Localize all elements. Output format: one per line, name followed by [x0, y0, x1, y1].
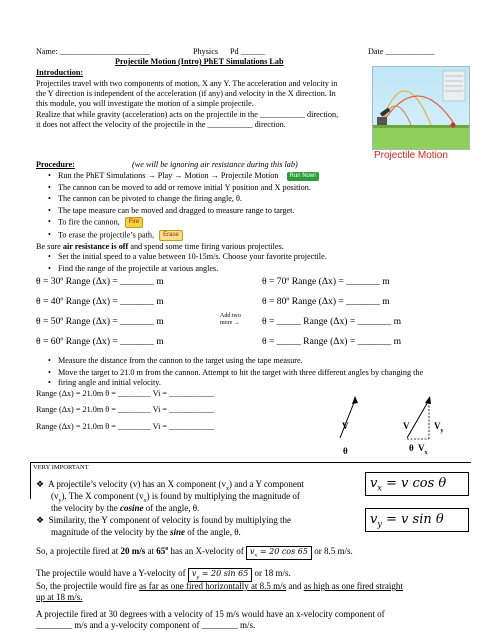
erase-button[interactable]: Erase [159, 230, 183, 241]
vector-theta-label: θ [409, 443, 414, 453]
list-item: • To fire the cannon, Fire [48, 217, 319, 230]
range-row-60: θ = 60º Range (Δx) = _______ m [36, 336, 164, 347]
range-row-custom-1: θ = _____ Range (Δx) = _______ m [262, 316, 402, 327]
list-item: • Move the target to 21.0 m from the cannon. Attempt to hit the target with three different angles by changing the [48, 368, 423, 378]
range-row-custom-2: θ = _____ Range (Δx) = _______ m [262, 336, 402, 347]
important-point-1: ❖ A projectile’s velocity (v) has an X component $(v_x)$ and a Y component [36, 479, 304, 492]
range-row-50: θ = 50º Range (Δx) = _______ m [36, 316, 164, 327]
target-row: Range (Δx) = 21.0m θ = ________ Vi = ___________ [36, 422, 215, 431]
run-now-button[interactable]: Run Now! [287, 172, 319, 181]
list-item: • The tape measure can be moved and dragged to measure range to target. [48, 206, 319, 218]
vy-example-box: $v_y = 20$ sin 65 [188, 568, 252, 582]
target-row: Range (Δx) = 21.0m θ = ________ Vi = ___________ [36, 405, 215, 414]
vy-formula-box: $v_y = v$ sin θ [365, 508, 469, 532]
introduction-heading: Introduction: [36, 68, 84, 77]
very-important-label: VERY IMPORTANT [33, 464, 89, 471]
fire-button[interactable]: Fire [125, 217, 143, 228]
vector-vx-label: $V_x$ [418, 443, 428, 456]
important-point-1-end: the velocity by the cosine of the angle, θ. [51, 503, 200, 513]
important-point-2-end: magnitude of the velocity by the sine of the angle, θ. [51, 527, 241, 537]
final-question-line: ________ m/s and a y-velocity component of ________ m/s. [36, 620, 256, 630]
add-more-note: more → [220, 320, 240, 326]
name-field-label: Name: ______________________ [36, 47, 150, 56]
date-field-label: Date ____________ [368, 47, 435, 56]
list-item: • Find the range of the projectile at various angles. [48, 264, 327, 276]
example-y-velocity: The projectile would have a Y-velocity of $v_y = 20$ sin 65 or 18 m/s. [36, 568, 291, 581]
list-item: • The cannon can be pivoted to change the firing angle, θ. [48, 194, 319, 206]
vector-theta-label: θ [343, 446, 348, 456]
range-row-70: θ = 70º Range (Δx) = _______ m [262, 276, 390, 287]
conclusion-line: So, the projectile would fire as far as one fired horizontally at 8.5 m/s and as high as one fired straight [36, 581, 403, 591]
vector-v-label: V [403, 421, 410, 431]
list-item: • Run the PhET Simulations → Play → Motion → Projectile Motion Run Now! [48, 171, 319, 183]
procedure-heading: Procedure: [36, 160, 75, 169]
setup-steps [48, 252, 327, 275]
vx-example-box: $v_x = 20$ cos 65 [246, 546, 312, 560]
list-item: • Measure the distance from the cannon to the target using the tape measure. [48, 356, 423, 368]
vector-vy-label: $V_y$ [434, 421, 444, 434]
conclusion-line-end: up at 18 m/s. [36, 592, 83, 602]
measure-steps [48, 356, 423, 389]
air-resistance-note: Be sure air resistance is off and spend some time firing various projectiles. [36, 242, 284, 251]
page-title: Projectile Motion (Intro) PhET Simulations Lab [115, 57, 284, 66]
vx-formula-box: $v_x = v$ cos θ [365, 472, 469, 496]
add-two-note: Add two [220, 313, 241, 319]
list-item: • firing angle and initial velocity. [48, 378, 423, 390]
important-point-2: ❖ Similarity, the Y component of velocity is found by multiplying the [36, 515, 292, 526]
vector-v-label: V [342, 421, 349, 431]
final-question-line: A projectile fired at 30 degrees with a velocity of 15 m/s would have an x-velocity component of [36, 609, 385, 619]
list-item: • The cannon can be moved to add or remove initial Y position and X position. [48, 183, 319, 195]
procedure-note: (we will be ignoring air resistance during this lab) [132, 160, 298, 169]
target-row: Range (Δx) = 21.0m θ = ________ Vi = ___________ [36, 389, 215, 398]
vector-diagram [290, 386, 490, 456]
intro-line: Projectiles travel with two components of motion, X any Y. The acceleration and velocity in [36, 79, 338, 88]
range-row-80: θ = 80º Range (Δx) = _______ m [262, 296, 390, 307]
intro-line: it does not affect the velocity of the projectile in the ___________ direction. [36, 120, 286, 129]
simulation-caption: Projectile Motion [374, 150, 448, 161]
example-x-velocity: So, a projectile fired at 20 m/s at 65$^o$ has an X-velocity of $v_x = 20$ cos 65 or 8.5 m/s. [36, 546, 353, 559]
important-point-1-cont: $(v_y)$. The X component $(v_x)$ is found by multiplying the magnitude of [51, 491, 300, 504]
intro-line: this module, you will investigate the motion of a simple projectile. [36, 99, 254, 108]
procedure-steps [48, 171, 319, 242]
list-item: • To erase the projectile’s path, Erase [48, 230, 319, 242]
physics-label: Physics [193, 47, 219, 56]
list-item: • Set the initial speed to a value between 10-15m/s. Choose your favorite projectile. [48, 252, 327, 264]
range-row-40: θ = 40º Range (Δx) = _______ m [36, 296, 164, 307]
period-field-label: Pd ______ [230, 47, 266, 56]
intro-line: the Y direction is independent of the acceleration (if any) and velocity in the X direction. In [36, 89, 336, 98]
simulation-thumbnail [372, 66, 470, 150]
intro-line: Realize that while gravity (acceleration) acts on the projectile in the ___________ direction, [36, 110, 339, 119]
range-row-30: θ = 30º Range (Δx) = _______ m [36, 276, 164, 287]
